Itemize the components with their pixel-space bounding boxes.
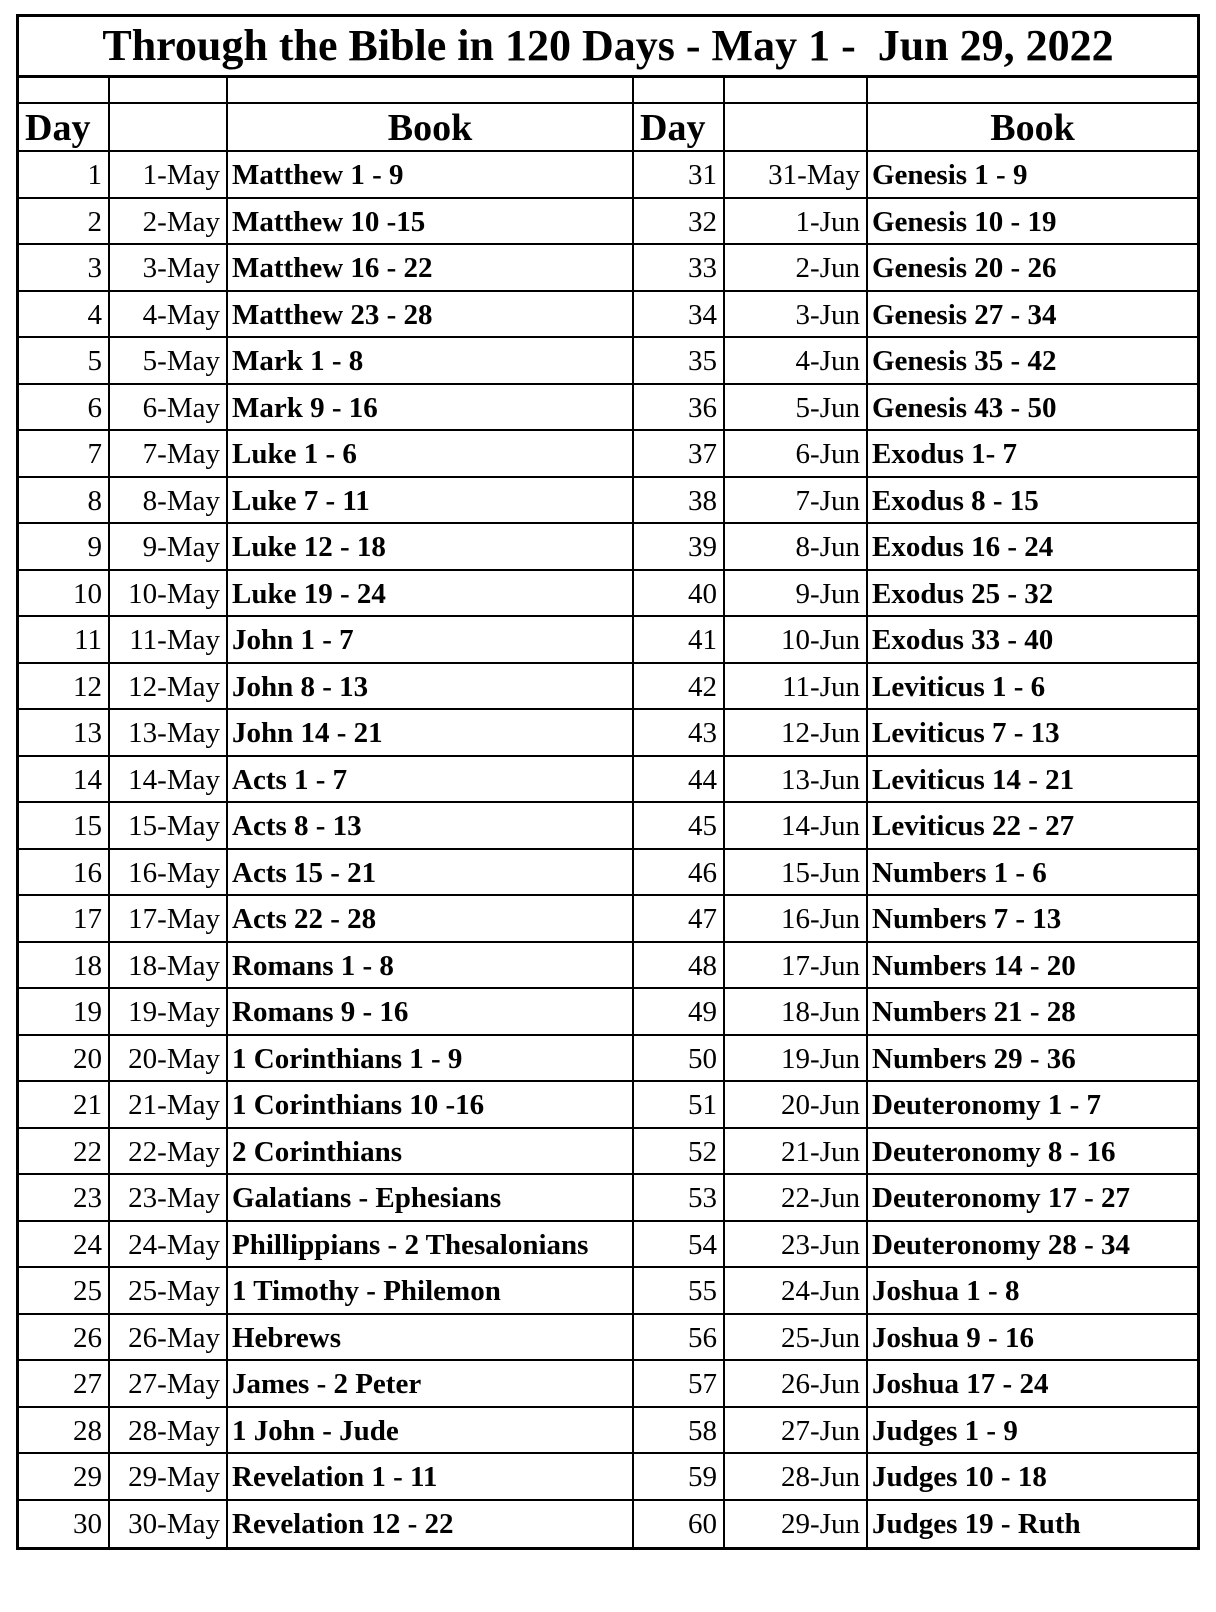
book-cell: Judges 10 - 18	[868, 1454, 1197, 1501]
book-cell: Matthew 10 -15	[228, 199, 634, 246]
book-cell: Acts 15 - 21	[228, 850, 634, 897]
spacer-cell	[868, 78, 1197, 104]
book-cell: John 8 - 13	[228, 664, 634, 711]
book-cell: Luke 19 - 24	[228, 571, 634, 618]
day-number-cell: 3	[19, 245, 110, 292]
date-cell: 19-May	[110, 989, 228, 1036]
table-row	[19, 292, 1197, 339]
spacer-cell	[725, 78, 868, 104]
book-cell: Genesis 1 - 9	[868, 152, 1197, 199]
book-cell: Judges 19 - Ruth	[872, 1507, 1081, 1540]
book-cell: 1 Timothy - Philemon	[228, 1268, 634, 1315]
book-cell: Genesis 20 - 26	[868, 245, 1197, 292]
date-cell: 15-Jun	[725, 850, 868, 897]
date-cell: 26-May	[110, 1315, 228, 1362]
date-cell: 9-May	[110, 524, 228, 571]
date-cell: 19-Jun	[725, 1036, 868, 1083]
book-cell: Leviticus 22 - 27	[868, 803, 1197, 850]
book-cell: Revelation 1 - 11	[228, 1454, 634, 1501]
book-cell: Leviticus 7 - 13	[868, 710, 1197, 757]
book-cell: James - 2 Peter	[228, 1361, 634, 1408]
day-number-cell: 59	[634, 1454, 725, 1501]
book-cell: Joshua 17 - 24	[868, 1361, 1197, 1408]
date-cell: 2-Jun	[725, 245, 868, 292]
date-cell: 14-Jun	[725, 803, 868, 850]
table-row	[19, 1408, 1197, 1455]
date-cell: 15-May	[110, 803, 228, 850]
day-number-cell: 21	[19, 1082, 110, 1129]
day-number-cell: 26	[19, 1315, 110, 1362]
date-cell: 27-May	[110, 1361, 228, 1408]
day-number-cell: 57	[634, 1361, 725, 1408]
day-number-cell: 40	[634, 571, 725, 618]
table-row	[19, 1268, 1197, 1315]
day-number-cell: 29	[19, 1454, 110, 1501]
day-number-cell: 8	[19, 478, 110, 525]
date-cell: 1-May	[110, 152, 228, 199]
day-number-cell: 43	[634, 710, 725, 757]
book-cell: Numbers 14 - 20	[868, 943, 1197, 990]
reading-plan-sheet	[16, 14, 1200, 1550]
book-cell: 2 Corinthians	[228, 1129, 634, 1176]
date-cell: 20-Jun	[725, 1082, 868, 1129]
day-number-cell: 30	[19, 1501, 110, 1548]
book-cell: Exodus 1- 7	[868, 431, 1197, 478]
day-number-cell: 22	[19, 1129, 110, 1176]
table-row	[19, 1315, 1197, 1362]
table-row	[19, 199, 1197, 246]
date-cell: 26-Jun	[725, 1361, 868, 1408]
date-cell: 9-Jun	[725, 571, 868, 618]
date-cell: 22-Jun	[725, 1175, 868, 1222]
book-cell: Genesis 43 - 50	[868, 385, 1197, 432]
book-cell: Leviticus 14 - 21	[868, 757, 1197, 804]
day-number-cell: 10	[19, 571, 110, 618]
date-cell: 13-May	[110, 710, 228, 757]
book-cell: Matthew 16 - 22	[228, 245, 634, 292]
day-number-cell: 47	[634, 896, 725, 943]
header-row	[19, 104, 1197, 152]
table-row	[19, 152, 1197, 199]
table-row	[19, 664, 1197, 711]
book-cell: Hebrews	[228, 1315, 634, 1362]
table-row	[19, 478, 1197, 525]
date-cell: 5-Jun	[725, 385, 868, 432]
table-row	[19, 850, 1197, 897]
day-number-cell: 1	[19, 152, 110, 199]
table-row	[19, 943, 1197, 990]
date-cell: 12-May	[110, 664, 228, 711]
book-cell: Leviticus 1 - 6	[868, 664, 1197, 711]
date-cell: 4-May	[110, 292, 228, 339]
book-cell: Mark 1 - 8	[228, 338, 634, 385]
day-number-cell: 60	[634, 1501, 725, 1548]
day-number-cell: 19	[19, 989, 110, 1036]
date-cell: 29-Jun	[725, 1501, 868, 1548]
date-cell: 11-Jun	[725, 664, 868, 711]
table-row	[19, 896, 1197, 943]
table-row	[19, 757, 1197, 804]
date-cell: 10-Jun	[725, 617, 868, 664]
book-cell: Deuteronomy 17 - 27	[868, 1175, 1197, 1222]
date-cell: 5-May	[110, 338, 228, 385]
page-title: Through the Bible in 120 Days - May 1 - Jun 29, 2022	[19, 17, 1197, 78]
book-cell: Exodus 16 - 24	[868, 524, 1197, 571]
day-number-cell: 48	[634, 943, 725, 990]
book-cell: Deuteronomy 1 - 7	[868, 1082, 1197, 1129]
date-cell: 23-Jun	[725, 1222, 868, 1269]
date-cell: 16-May	[110, 850, 228, 897]
column-header-date	[725, 104, 868, 152]
date-cell: 22-May	[110, 1129, 228, 1176]
day-number-cell: 4	[19, 292, 110, 339]
book-cell: Numbers 21 - 28	[868, 989, 1197, 1036]
day-number-cell: 5	[19, 338, 110, 385]
table-row	[19, 338, 1197, 385]
day-number-cell: 16	[19, 850, 110, 897]
table-row	[19, 1361, 1197, 1408]
book-cell: Deuteronomy 28 - 34	[868, 1222, 1197, 1269]
day-number-cell: 6	[19, 385, 110, 432]
spacer-cell	[110, 78, 228, 104]
date-cell: 18-Jun	[725, 989, 868, 1036]
day-number-cell: 55	[634, 1268, 725, 1315]
spacer-row	[19, 78, 1197, 104]
day-number-cell: 13	[19, 710, 110, 757]
book-cell: Acts 8 - 13	[228, 803, 634, 850]
day-number-cell: 39	[634, 524, 725, 571]
book-cell: Exodus 8 - 15	[868, 478, 1197, 525]
date-cell: 3-May	[110, 245, 228, 292]
book-cell: Genesis 10 - 19	[868, 199, 1197, 246]
day-number-cell: 42	[634, 664, 725, 711]
day-number-cell: 31	[634, 152, 725, 199]
date-cell: 21-Jun	[725, 1129, 868, 1176]
date-cell: 12-Jun	[725, 710, 868, 757]
date-cell: 13-Jun	[725, 757, 868, 804]
day-number-cell: 38	[634, 478, 725, 525]
date-cell: 14-May	[110, 757, 228, 804]
date-cell: 24-Jun	[725, 1268, 868, 1315]
day-number-cell: 33	[634, 245, 725, 292]
day-number-cell: 51	[634, 1082, 725, 1129]
date-cell: 20-May	[110, 1036, 228, 1083]
day-number-cell: 49	[634, 989, 725, 1036]
day-number-cell: 27	[19, 1361, 110, 1408]
day-number-cell: 35	[634, 338, 725, 385]
table-row	[19, 385, 1197, 432]
date-cell: 29-May	[110, 1454, 228, 1501]
date-cell: 16-Jun	[725, 896, 868, 943]
day-number-cell: 17	[19, 896, 110, 943]
day-number-cell: 9	[19, 524, 110, 571]
date-cell: 8-Jun	[725, 524, 868, 571]
book-cell: 1 John - Jude	[228, 1408, 634, 1455]
book-cell: Luke 7 - 11	[228, 478, 634, 525]
date-cell: 7-May	[110, 431, 228, 478]
date-cell: 8-May	[110, 478, 228, 525]
date-cell: 3-Jun	[725, 292, 868, 339]
book-cell: Phillippians - 2 Thesalonians	[228, 1222, 634, 1269]
date-cell: 2-May	[110, 199, 228, 246]
table-row	[19, 524, 1197, 571]
column-header-day: Day	[19, 104, 110, 152]
table-row	[19, 1036, 1197, 1083]
date-cell: 17-Jun	[725, 943, 868, 990]
book-cell: Galatians - Ephesians	[228, 1175, 634, 1222]
spacer-cell	[634, 78, 725, 104]
day-number-cell: 2	[19, 199, 110, 246]
date-cell: 7-Jun	[725, 478, 868, 525]
day-number-cell: 11	[19, 617, 110, 664]
day-number-cell: 58	[634, 1408, 725, 1455]
book-cell: Genesis 35 - 42	[868, 338, 1197, 385]
book-cell: Exodus 33 - 40	[868, 617, 1197, 664]
date-cell: 18-May	[110, 943, 228, 990]
table-row	[19, 803, 1197, 850]
date-cell: 25-May	[110, 1268, 228, 1315]
book-cell: Acts 1 - 7	[228, 757, 634, 804]
book-cell: Luke 1 - 6	[228, 431, 634, 478]
day-number-cell: 44	[634, 757, 725, 804]
table-row	[19, 1175, 1197, 1222]
day-number-cell: 41	[634, 617, 725, 664]
day-number-cell: 24	[19, 1222, 110, 1269]
book-cell: Mark 9 - 16	[228, 385, 634, 432]
date-cell: 31-May	[725, 152, 868, 199]
date-cell: 25-Jun	[725, 1315, 868, 1362]
book-cell: Deuteronomy 8 - 16	[868, 1129, 1197, 1176]
date-cell: 24-May	[110, 1222, 228, 1269]
book-cell: Numbers 7 - 13	[868, 896, 1197, 943]
book-cell: John 1 - 7	[228, 617, 634, 664]
book-cell: Matthew 1 - 9	[228, 152, 634, 199]
date-cell: 28-Jun	[725, 1454, 868, 1501]
date-cell: 21-May	[110, 1082, 228, 1129]
table-row	[19, 1454, 1197, 1501]
table-row	[19, 617, 1197, 664]
book-cell: Romans 9 - 16	[228, 989, 634, 1036]
day-number-cell: 7	[19, 431, 110, 478]
table-row	[19, 1082, 1197, 1129]
column-header-date	[110, 104, 228, 152]
day-number-cell: 28	[19, 1408, 110, 1455]
spacer-cell	[228, 78, 634, 104]
day-number-cell: 23	[19, 1175, 110, 1222]
day-number-cell: 53	[634, 1175, 725, 1222]
day-number-cell: 56	[634, 1315, 725, 1362]
book-cell: Joshua 1 - 8	[868, 1268, 1197, 1315]
reading-table-body	[19, 152, 1197, 1547]
day-number-cell: 32	[634, 199, 725, 246]
day-number-cell: 52	[634, 1129, 725, 1176]
date-cell: 10-May	[110, 571, 228, 618]
day-number-cell: 25	[19, 1268, 110, 1315]
book-cell: Matthew 23 - 28	[228, 292, 634, 339]
day-number-cell: 45	[634, 803, 725, 850]
book-cell: Exodus 25 - 32	[868, 571, 1197, 618]
book-cell: John 14 - 21	[228, 710, 634, 757]
book-cell: Judges 1 - 9	[868, 1408, 1197, 1455]
column-header-book: Book	[868, 104, 1197, 152]
day-number-cell: 18	[19, 943, 110, 990]
date-cell: 6-Jun	[725, 431, 868, 478]
book-cell: Luke 12 - 18	[228, 524, 634, 571]
day-number-cell: 54	[634, 1222, 725, 1269]
day-number-cell: 20	[19, 1036, 110, 1083]
day-number-cell: 50	[634, 1036, 725, 1083]
book-cell: 1 Corinthians 10 -16	[228, 1082, 634, 1129]
day-number-cell: 37	[634, 431, 725, 478]
date-cell: 17-May	[110, 896, 228, 943]
book-cell: Numbers 1 - 6	[868, 850, 1197, 897]
book-cell: Joshua 9 - 16	[868, 1315, 1197, 1362]
book-cell: Acts 22 - 28	[228, 896, 634, 943]
date-cell: 28-May	[110, 1408, 228, 1455]
day-number-cell: 34	[634, 292, 725, 339]
table-row	[19, 710, 1197, 757]
book-cell: Genesis 27 - 34	[868, 292, 1197, 339]
table-row	[19, 431, 1197, 478]
date-cell: 23-May	[110, 1175, 228, 1222]
table-row	[19, 1501, 1197, 1548]
date-cell: 30-May	[110, 1501, 228, 1548]
book-cell: Numbers 29 - 36	[868, 1036, 1197, 1083]
date-cell: 6-May	[110, 385, 228, 432]
book-cell: Romans 1 - 8	[228, 943, 634, 990]
column-header-day: Day	[634, 104, 725, 152]
date-cell: 11-May	[110, 617, 228, 664]
date-cell: 4-Jun	[725, 338, 868, 385]
table-row	[19, 1222, 1197, 1269]
book-cell: 1 Corinthians 1 - 9	[228, 1036, 634, 1083]
table-row	[19, 1129, 1197, 1176]
day-number-cell: 36	[634, 385, 725, 432]
day-number-cell: 14	[19, 757, 110, 804]
date-cell: 27-Jun	[725, 1408, 868, 1455]
table-row	[19, 571, 1197, 618]
day-number-cell: 12	[19, 664, 110, 711]
table-row	[19, 989, 1197, 1036]
day-number-cell: 46	[634, 850, 725, 897]
spacer-cell	[19, 78, 110, 104]
table-row	[19, 245, 1197, 292]
book-cell: Revelation 12 - 22	[228, 1501, 634, 1548]
date-cell: 1-Jun	[725, 199, 868, 246]
column-header-book: Book	[228, 104, 634, 152]
day-number-cell: 15	[19, 803, 110, 850]
